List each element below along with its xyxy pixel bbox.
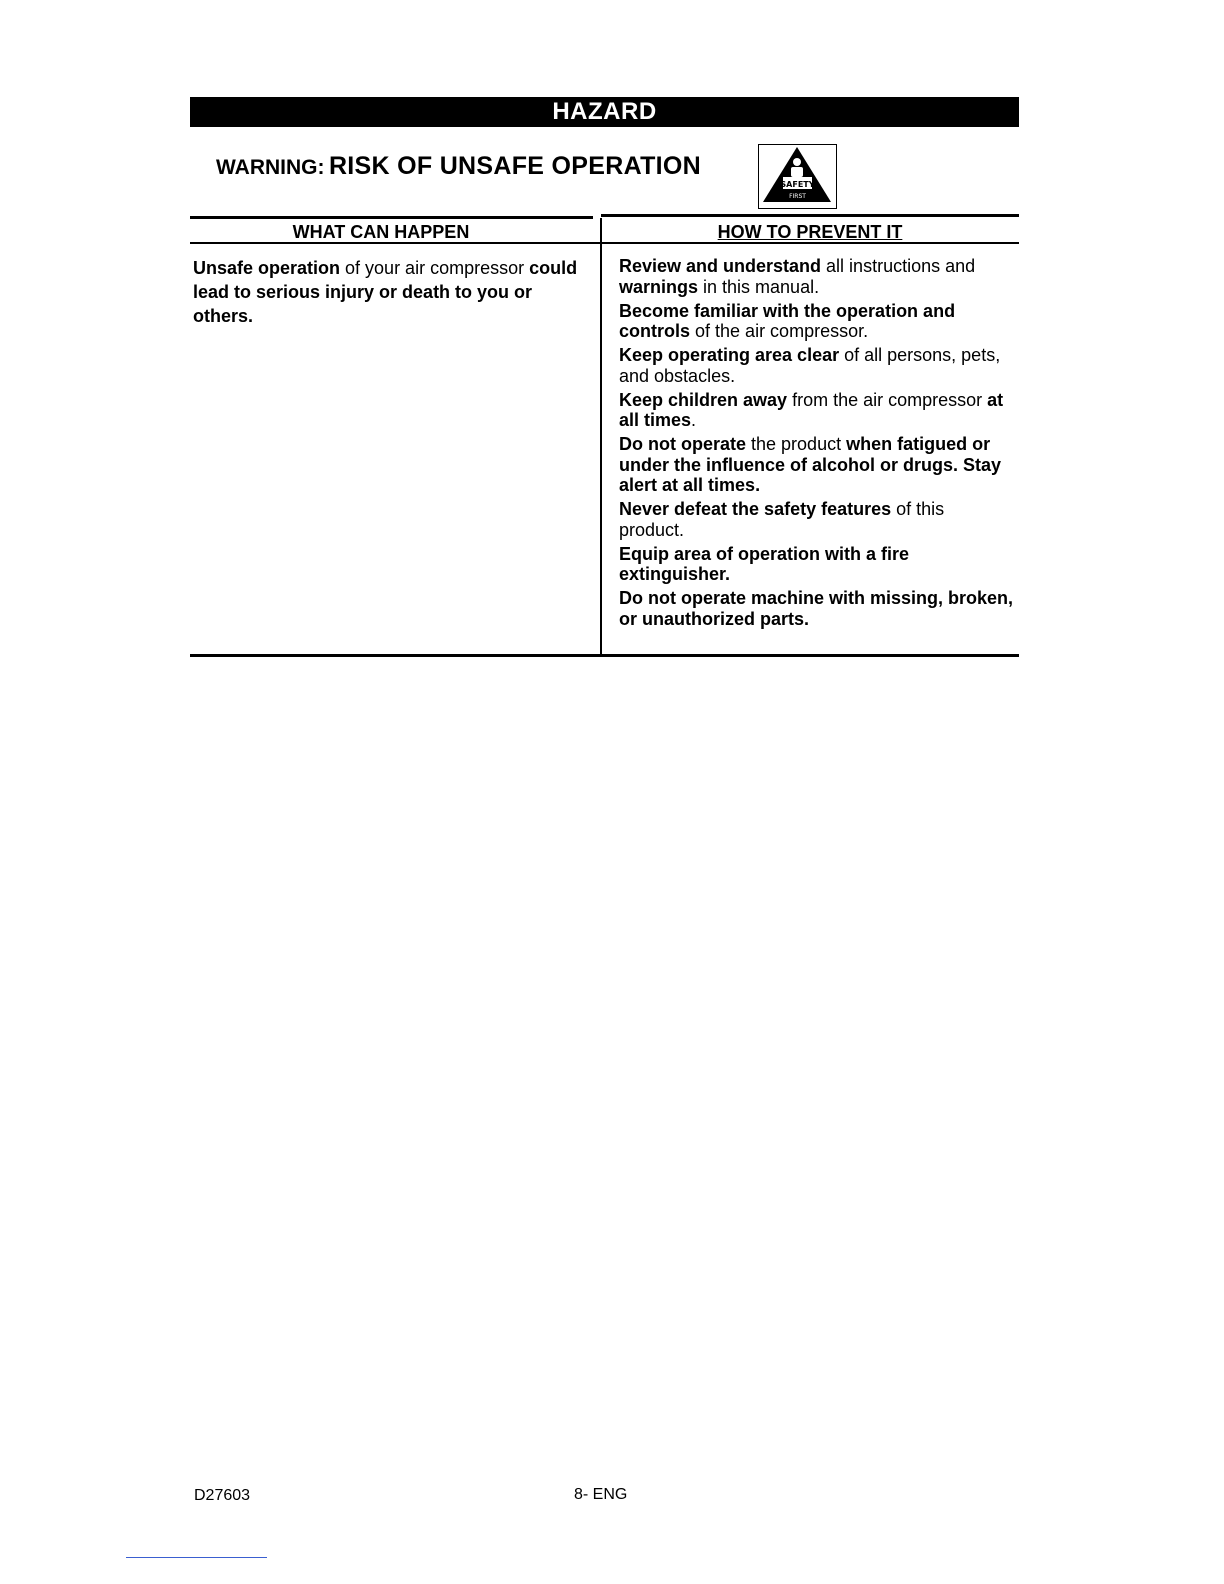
list-item: Do not operate the product when fatigued or under the influence of alcohol or drugs. Stay alert at all times. [619,434,1002,495]
document-code: D27603 [194,1487,251,1504]
what-can-happen-header: WHAT CAN HAPPEN [292,222,470,242]
list-item: Keep operating area clear of all persons, pets, and obstacles. [619,345,1001,386]
hazard-banner: HAZARD [190,97,1019,127]
table-top-rule-right [601,214,1019,217]
how-to-prevent-header: HOW TO PREVENT IT [717,222,903,242]
safety-label-bottom: FIRST [789,193,806,200]
list-item: Keep children away from the air compressor at all times. [619,389,1004,430]
list-item: Equip area of operation with a fire extinguisher. [619,543,910,584]
header-bottom-rule-right [601,242,1019,244]
table-bottom-rule [190,654,1019,657]
warning-title: RISK OF UNSAFE OPERATION [328,152,701,180]
warning-prefix: WARNING: [216,156,325,179]
how-to-prevent-list [619,256,1014,633]
header-bottom-rule-left [190,242,602,244]
safety-label-top: SAFETY [780,180,815,189]
bottom-edge-rule [126,1557,267,1558]
safety-first-warning-icon [758,144,837,209]
list-item: Become familiar with the operation and controls of the air compressor. [619,300,956,341]
safety-triangle-graphic [759,145,835,207]
list-item: Review and understand all instructions and warnings in this manual. [619,256,976,297]
list-item: Do not operate machine with missing, broken, or unauthorized parts. [619,588,1014,629]
column-divider [600,218,602,657]
what-can-happen-text: Unsafe operation of your air compressor could lead to serious injury or death to you or others. [193,258,578,326]
list-item: Never defeat the safety features of this product. [619,499,945,540]
page-number: 8- ENG [574,1486,628,1503]
table-top-rule-left [190,216,593,219]
warning-heading [216,152,701,181]
